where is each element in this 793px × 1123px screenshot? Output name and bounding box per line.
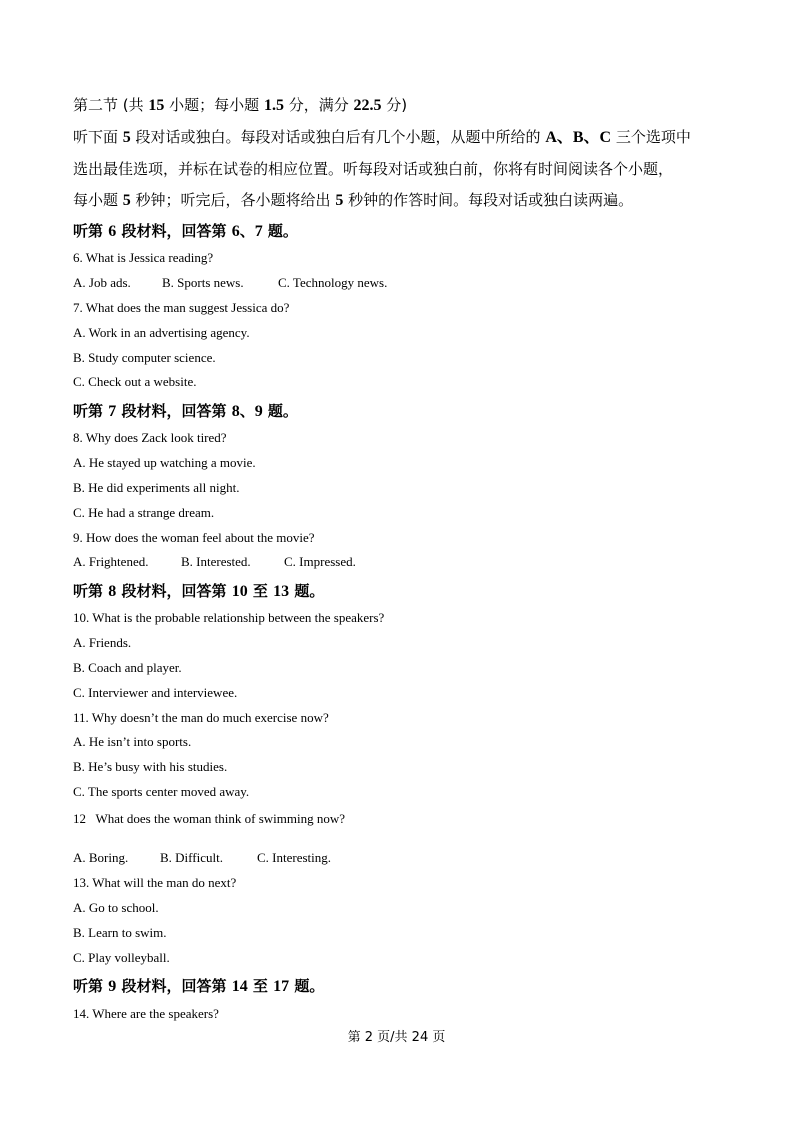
option-a: A. Frightened. [73,554,149,569]
question-6: 6. What is Jessica reading? [73,250,214,265]
question-9-options [73,553,356,571]
question-7-option-b: B. Study computer science. [73,350,216,365]
question-10-option-a: A. Friends. [73,635,132,650]
option-b: B. Difficult. [160,850,223,865]
option-a: A. Boring. [73,850,129,865]
material-6-header: 听第 6 段材料，回答第 6、7 题。 [73,222,298,240]
material-9-header: 听第 9 段材料，回答第 14 至 17 题。 [73,977,325,995]
question-11-option-b: B. He’s busy with his studies. [73,759,228,774]
question-10: 10. What is the probable relationship between the speakers? [73,610,385,625]
question-10-option-c: C. Interviewer and interviewee. [73,685,238,700]
question-8-option-b: B. He did experiments all night. [73,480,240,495]
option-c: C. Interesting. [257,850,332,865]
option-b: B. Interested. [181,554,251,569]
question-13-option-b: B. Learn to swim. [73,925,167,940]
question-13-option-a: A. Go to school. [73,900,159,915]
option-c: C. Impressed. [284,554,356,569]
question-11-option-c: C. The sports center moved away. [73,784,250,799]
question-7: 7. What does the man suggest Jessica do? [73,300,290,315]
question-11: 11. Why doesn’t the man do much exercise now? [73,710,329,725]
question-6-options [73,274,387,292]
option-c: C. Technology news. [278,275,388,290]
question-7-option-a: A. Work in an advertising agency. [73,325,250,340]
question-10-option-b: B. Coach and player. [73,660,182,675]
material-8-header: 听第 8 段材料，回答第 10 至 13 题。 [73,582,325,600]
page-footer: 第 2 页/共 24 页 [347,1030,446,1045]
question-8-option-c: C. He had a strange dream. [73,505,215,520]
question-11-option-a: A. He isn’t into sports. [73,734,192,749]
question-8: 8. Why does Zack look tired? [73,430,227,445]
option-a: A. Job ads. [73,275,131,290]
question-12: 12 What does the woman think of swimming now? [73,811,346,826]
question-13: 13. What will the man do next? [73,875,237,890]
material-7-header: 听第 7 段材料，回答第 8、9 题。 [73,402,298,420]
instructions-line-1: 听下面 5 段对话或独白。每段对话或独白后有几个小题，从题中所给的 A、B、C 三个选项中 [73,128,691,146]
question-14: 14. Where are the speakers? [73,1006,219,1021]
question-12-options [73,849,331,867]
question-13-option-c: C. Play volleyball. [73,950,170,965]
option-b: B. Sports news. [162,275,244,290]
question-8-option-a: A. He stayed up watching a movie. [73,455,256,470]
section-heading: 第二节 (共 15 小题；每小题 1.5 分，满分 22.5 分) [73,96,408,114]
instructions-line-2: 选出最佳选项，并标在试卷的相应位置。听每段对话或独白前，你将有时间阅读各个小题， [73,160,674,178]
question-7-option-c: C. Check out a website. [73,374,197,389]
instructions-line-3: 每小题 5 秒钟；听完后，各小题将给出 5 秒钟的作答时间。每段对话或独白读两遍。 [73,191,634,209]
question-9: 9. How does the woman feel about the movie? [73,530,315,545]
